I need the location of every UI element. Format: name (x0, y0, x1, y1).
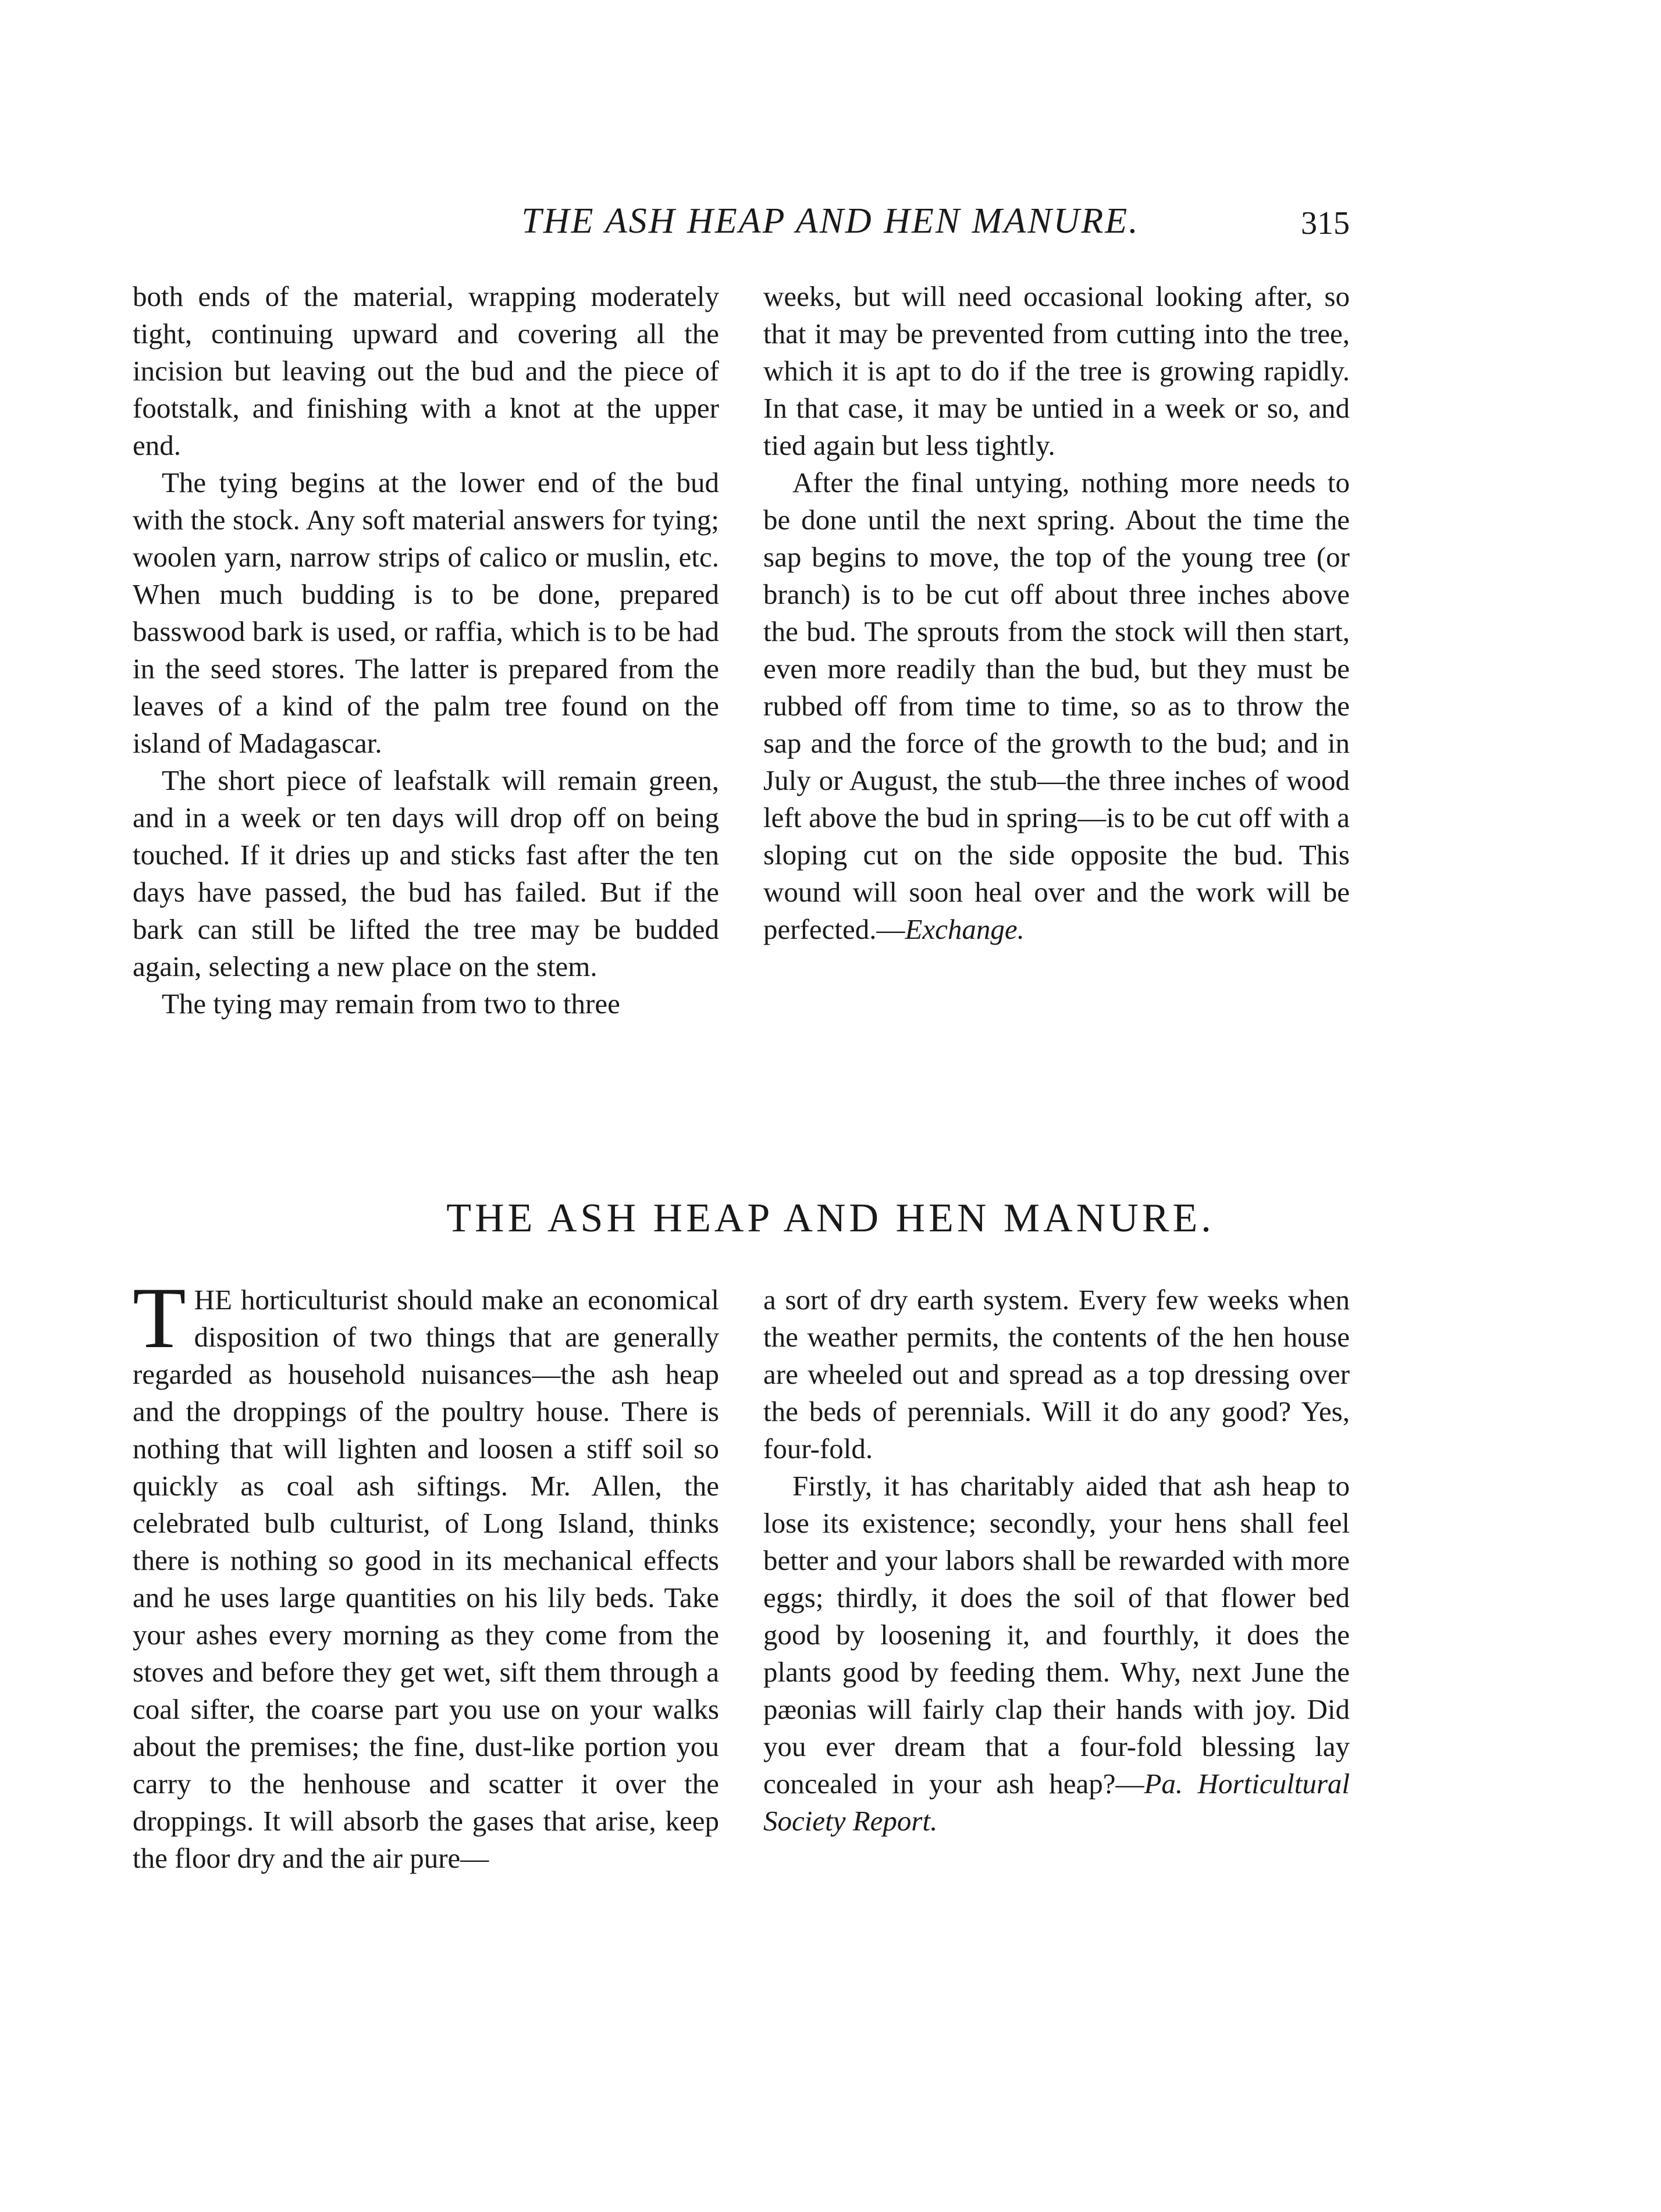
paragraph: The short piece of leafstalk will remain green, and in a week or ten days will drop off on being touched. If it dries up and sticks fast after the ten days have passed, the bud has failed. But if the bark can still be lifted the tree may be budded again, selecting a new place on the stem. (133, 764, 719, 982)
paragraph: weeks, but will need occasional looking after, so that it may be prevented from cutting into the tree, which it is apt to do if the tree is growing rapidly. In that case, it may be untied in a week or so, and tied again but less tightly. (763, 280, 1350, 461)
article-left-column (133, 1270, 719, 1877)
paragraph: a sort of dry earth system. Every few weeks when the weather permits, the contents of the hen house are wheeled out and spread as a top dressing over the beds of perennials. Will it do any good? Yes, four-fold. (763, 1284, 1350, 1465)
article-right-column (763, 1281, 1350, 1840)
page-number: 315 (1301, 205, 1350, 241)
source-citation: Exchange. (905, 913, 1025, 945)
running-title: THE ASH HEAP AND HEN MANURE. (521, 201, 1140, 241)
top-right-column (763, 278, 1350, 948)
article-title: THE ASH HEAP AND HEN MANURE. (446, 1196, 1215, 1241)
paragraph (763, 1467, 1350, 1840)
paragraph-text: Firstly, it has charitably aided that ash heap to lose its existence; secondly, your hens shall feel better and your labors shall be rewarded with more eggs; thirdly, it does the soil of that flower bed good by loosening it, and fourthly, it does the plants good by feeding them. Why, next June the pæonias will fairly clap their hands with joy. Did you ever dream that a four-fold blessing lay concealed in your ash heap?— (763, 1470, 1350, 1800)
drop-cap: T (133, 1270, 186, 1366)
source-citation: Pa. Horticultural Society Report. (763, 1768, 1350, 1837)
paragraph: both ends of the material, wrapping moderately tight, continuing upward and covering all the incision but leaving out the bud and the piece of footstalk, and finishing with a knot at the upper end. (133, 280, 719, 461)
paragraph-text: HE horticulturist should make an economical disposition of two things that are generally regarded as household nuisances—the ash heap and the droppings of the poultry house. There is nothing that will lighten and loosen a stiff soil so quickly as coal ash siftings. Mr. Allen, the celebrated bulb culturist, of Long Island, thinks there is nothing so good in its mechanical effects and he uses large quantities on his lily beds. Take your ashes every morning as they come from the stoves and before they get wet, sift them through a coal sifter, the coarse part you use on your walks about the premises; the fine, dust-like portion you carry to the henhouse and scatter it over the droppings. It will absorb the gases that arise, keep the floor dry and the air pure— (133, 1284, 719, 1874)
paragraph: The tying may remain from two to three (162, 988, 620, 1020)
paragraph (763, 464, 1350, 948)
paragraph: The tying begins at the lower end of the bud with the stock. Any soft material answers for tying; woolen yarn, narrow strips of calico or muslin, etc. When much budding is to be done, prepared basswood bark is used, or raffia, which is to be had in the seed stores. The latter is prepared from the leaves of a kind of the palm tree found on the island of Madagascar. (133, 466, 719, 759)
paragraph-text: After the final untying, nothing more needs to be done until the next spring. About the time the sap begins to move, the top of the young tree (or branch) is to be cut off about three inches above the bud. The sprouts from the stock will then start, even more readily than the bud, but they must be rubbed off from time to time, so as to throw the sap and the force of the growth to the bud; and in July or August, the stub—the three inches of wood left above the bud in spring—is to be cut off with a sloping cut on the side opposite the bud. This wound will soon heal over and the work will be perfected.— (763, 466, 1350, 945)
paragraph (133, 1270, 719, 1877)
top-left-column (133, 278, 719, 1023)
